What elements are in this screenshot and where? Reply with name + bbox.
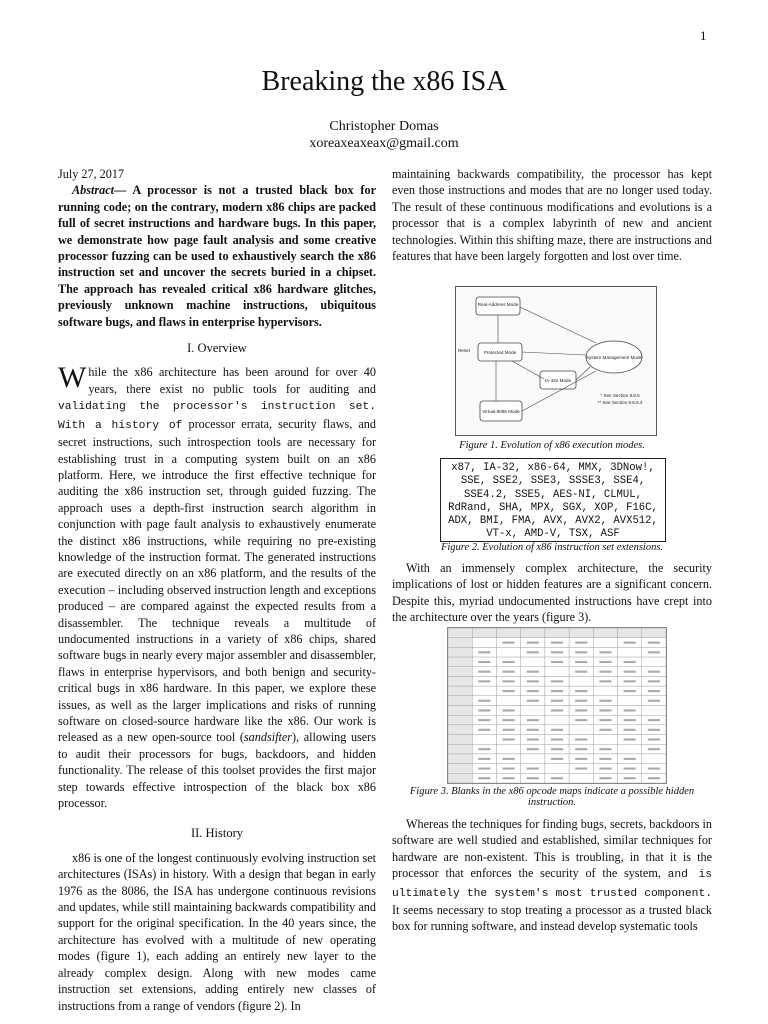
right-text-2: With an immensely complex architecture, the security implications of lost or hidden features are a significant concern. Despite this, myriad undocumented instructions have crept into the architecture over the years (figure 3). — [392, 561, 712, 625]
opcode-cell-mark — [503, 777, 515, 779]
opcode-cell-mark — [624, 642, 636, 644]
opcode-cell-mark — [551, 651, 563, 653]
opcode-cell-mark — [648, 729, 660, 731]
opcode-cell — [545, 715, 569, 725]
opcode-cell-mark — [599, 758, 611, 760]
opcode-cell — [569, 628, 593, 638]
opcode-cell — [642, 706, 666, 716]
opcode-cell-mark — [551, 748, 563, 750]
opcode-cell-mark — [527, 700, 539, 702]
opcode-cell — [618, 647, 642, 657]
opcode-cell-mark — [648, 738, 660, 740]
mode-diagram — [456, 287, 656, 435]
opcode-cell — [569, 773, 593, 783]
opcode-cell-mark — [478, 700, 490, 702]
opcode-cell-mark — [575, 671, 587, 673]
opcode-cell-mark — [575, 738, 587, 740]
opcode-cell — [448, 725, 472, 735]
opcode-cell — [496, 744, 520, 754]
opcode-cell — [448, 628, 472, 638]
abstract-text: — A processor is not a trusted black box for running code; on the contrary, modern x86 chips are packed full of secret instructions and hardware bugs. In this paper, we demonstrate how page fault analysis and some creative processor fuzzing can be used to exhaustively search the x86 instruction set and uncover the secrets buried in a chipset. The approach has revealed critical x86 hardware glitches, previously unknown machine instructions, ubiquitous software bugs, and flaws in enterprise hypervisors. — [58, 183, 376, 329]
abstract — [58, 182, 376, 330]
opcode-cell-mark — [478, 680, 490, 682]
section-heading-overview: I. Overview — [187, 341, 247, 356]
opcode-cell-mark — [527, 768, 539, 770]
figure-1-caption: Figure 1. Evolution of x86 execution modes. — [459, 440, 645, 451]
opcode-cell — [521, 628, 545, 638]
opcode-cell — [593, 686, 617, 696]
opcode-cell-mark — [575, 642, 587, 644]
opcode-cell-mark — [551, 709, 563, 711]
extensions-line: ADX, BMI, FMA, AVX, AVX2, AVX512, — [448, 515, 658, 528]
opcode-cell-mark — [648, 651, 660, 653]
right-text-3b: It seems necessary to stop treating a processor as a trusted black box for running software, and instead develop systematic tools — [392, 903, 712, 934]
opcode-cell-mark — [624, 777, 636, 779]
opcode-cell-mark — [478, 719, 490, 721]
opcode-cell — [448, 773, 472, 783]
opcode-cell-mark — [648, 680, 660, 682]
right-paragraph-3 — [392, 816, 712, 935]
opcode-cell-mark — [503, 729, 515, 731]
opcode-cell-mark — [551, 758, 563, 760]
figure-1-diagram — [455, 286, 657, 436]
opcode-cell-mark — [527, 690, 539, 692]
opcode-cell-mark — [503, 719, 515, 721]
opcode-cell-mark — [478, 748, 490, 750]
opcode-cell-mark — [648, 748, 660, 750]
opcode-cell-mark — [551, 690, 563, 692]
opcode-cell — [545, 667, 569, 677]
opcode-cell-mark — [599, 709, 611, 711]
note-2: ** See Section 9.8.5.4 — [597, 400, 643, 405]
abstract-label: Abstract — [72, 183, 114, 198]
opcode-cell-mark — [648, 700, 660, 702]
opcode-cell-mark — [527, 651, 539, 653]
right-paragraph-1 — [392, 166, 712, 264]
opcode-cell — [448, 667, 472, 677]
overview-text-mono: validating the processor's instruction set. With a history of — [58, 401, 376, 432]
opcode-cell — [496, 647, 520, 657]
opcode-cell-mark — [551, 680, 563, 682]
opcode-cell — [521, 657, 545, 667]
opcode-cell-mark — [648, 642, 660, 644]
opcode-cell-mark — [551, 642, 563, 644]
extensions-line: SSE4.2, SSE5, AES-NI, CLMUL, — [463, 488, 642, 501]
opcode-cell — [618, 744, 642, 754]
opcode-cell — [496, 628, 520, 638]
overview-text-b: processor errata, security flaws, and secret instructions, such introspection tools are necessary for establishing trust in a computing system built on an x86 platform. Here, we introduce the first effective technique for auditing the x86 instruction set, through guided fuzzing. The approach uses a depth-first instruction search algorithm in conjunction with page fault analysis to exhaustively enumerate the distinct x86 instructions, while requiring no pre-existing knowledge of the instruction format. The generated instructions are executed directly on an x86 platform, and the results of the execution – including observed instruction length and exceptions produced – are compared against the expected results from a disassembler. The technique reveals a multitude of undocumented instructions in a variety of x86 chips, shared software bugs in nearly every major assembler and disassembler, flaws in enterprise hypervisors, and both benign and security-critical bugs in x86 hardware. In this paper, we explore these issues, as well as the larger implications and risks of running software on closed-source hardware like the x86. Our work is released as a new open-source tool ( — [58, 416, 376, 745]
note-1: * See Section 9.8.5 — [600, 393, 640, 398]
figure-2-caption: Figure 2. Evolution of x86 instruction set extensions. — [440, 542, 664, 553]
opcode-cell — [618, 696, 642, 706]
opcode-cell-mark — [478, 661, 490, 663]
opcode-cell-mark — [624, 671, 636, 673]
opcode-cell-mark — [624, 729, 636, 731]
opcode-cell-mark — [624, 709, 636, 711]
opcode-cell-mark — [478, 768, 490, 770]
figure-3-opcode-map — [447, 627, 667, 784]
opcode-cell-mark — [527, 719, 539, 721]
opcode-cell-mark — [575, 768, 587, 770]
opcode-cell-mark — [551, 738, 563, 740]
left-column — [58, 166, 376, 1014]
arrow-protected-ia32e — [512, 361, 544, 379]
opcode-cell — [642, 628, 666, 638]
opcode-cell-mark — [648, 671, 660, 673]
opcode-cell-mark — [624, 719, 636, 721]
opcode-cell — [448, 676, 472, 686]
opcode-cell — [448, 754, 472, 764]
opcode-cell-mark — [478, 758, 490, 760]
opcode-cell-mark — [599, 700, 611, 702]
opcode-map-grid — [448, 628, 666, 783]
extensions-line: VT-x, AMD-V, TSX, ASF — [486, 528, 620, 541]
opcode-cell-mark — [551, 661, 563, 663]
opcode-cell — [448, 715, 472, 725]
opcode-cell — [448, 686, 472, 696]
opcode-cell — [448, 647, 472, 657]
opcode-cell-mark — [575, 719, 587, 721]
opcode-cell-mark — [478, 729, 490, 731]
opcode-cell-mark — [624, 680, 636, 682]
opcode-cell-mark — [575, 748, 587, 750]
opcode-cell-mark — [478, 651, 490, 653]
paper-title: Breaking the x86 ISA — [261, 66, 507, 97]
opcode-cell-mark — [575, 709, 587, 711]
opcode-cell-mark — [503, 709, 515, 711]
overview-text-c: ), allowing users to audit their processors for bugs, backdoors, and hidden functionality. The release of this toolset provides the first major step towards effective introspection of the black box x86 processor. — [58, 730, 376, 811]
opcode-cell-mark — [575, 690, 587, 692]
opcode-cell-mark — [503, 758, 515, 760]
opcode-cell-mark — [503, 768, 515, 770]
real-mode-label: Real-Address Mode — [477, 302, 519, 307]
arrow-protected-smm — [522, 352, 586, 355]
opcode-cell-mark — [648, 719, 660, 721]
opcode-cell-mark — [599, 748, 611, 750]
opcode-cell — [496, 696, 520, 706]
extensions-line: RdRand, SHA, MPX, SGX, XOP, F16C, — [448, 501, 658, 514]
opcode-cell-mark — [527, 738, 539, 740]
opcode-cell — [642, 657, 666, 667]
opcode-cell-mark — [478, 777, 490, 779]
opcode-cell — [472, 628, 496, 638]
opcode-cell-mark — [527, 671, 539, 673]
opcode-cell — [448, 657, 472, 667]
opcode-cell — [521, 754, 545, 764]
right-text-3a: Whereas the techniques for finding bugs, secrets, backdoors in software are well studied and established, similar techniques for hardware are non-existent. This is troubling, in that it is the processor that enforces the security of the system, — [392, 817, 712, 881]
opcode-cell-mark — [599, 729, 611, 731]
opcode-cell — [448, 764, 472, 774]
opcode-cell-mark — [624, 738, 636, 740]
opcode-cell-mark — [551, 700, 563, 702]
date: July 27, 2017 — [58, 167, 125, 181]
opcode-cell-mark — [624, 690, 636, 692]
overview-paragraph — [58, 361, 376, 811]
history-paragraph: x86 is one of the longest continuously evolving instruction set architectures (ISAs) in history. With a design that began in early 1976 as the 8086, the ISA has undergone continuous revisions and updates, while still maintaining backwards compatibility and support for the original specification. In the 40 years since, the architecture has evolved with a multitude of new operating modes (figure 1), each adding an entirely new layer to the already complex design. Along with new modes came instruction set extensions, adding entirely new classes of instructions from a range of vendors (figure 2). In — [58, 850, 376, 1013]
opcode-cell — [448, 706, 472, 716]
opcode-cell-mark — [527, 729, 539, 731]
opcode-cell-mark — [599, 768, 611, 770]
opcode-cell-mark — [503, 738, 515, 740]
opcode-cell — [448, 638, 472, 648]
dropcap: W — [58, 361, 87, 395]
opcode-cell-mark — [551, 777, 563, 779]
figure-2-box — [440, 458, 666, 542]
v86-mode-label: Virtual-8086 Mode — [482, 409, 520, 414]
page-number: 1 — [700, 28, 707, 43]
opcode-cell-mark — [527, 777, 539, 779]
smm-label: System Management Mode — [585, 355, 643, 360]
opcode-cell — [593, 628, 617, 638]
opcode-cell-mark — [599, 661, 611, 663]
right-text-1: maintaining backwards compatibility, the processor has kept even those instructions and modes that are no longer used today. The result of these continuous modifications and evolutions is a processor that is a complex labyrinth of new and ancient technologies. Within this shifting maze, there are instructions and features that have been largely forgotten and lost over time. — [392, 167, 712, 264]
opcode-cell-mark — [624, 768, 636, 770]
opcode-cell-mark — [648, 690, 660, 692]
arrow-real-smm — [520, 307, 596, 343]
right-text-3 — [392, 816, 712, 935]
opcode-cell-mark — [478, 709, 490, 711]
opcode-cell-mark — [599, 719, 611, 721]
opcode-cell-mark — [599, 671, 611, 673]
opcode-cell-mark — [527, 748, 539, 750]
opcode-cell-mark — [624, 758, 636, 760]
opcode-cell-mark — [478, 671, 490, 673]
opcode-cell — [448, 696, 472, 706]
right-paragraph-2 — [392, 560, 712, 626]
opcode-cell-mark — [575, 661, 587, 663]
opcode-cell-mark — [503, 680, 515, 682]
reset-label: Reset — [457, 348, 471, 353]
opcode-cell — [472, 638, 496, 648]
extensions-line: x87, IA-32, x86-64, MMX, 3DNow!, — [451, 462, 655, 474]
opcode-cell — [593, 638, 617, 648]
opcode-cell-mark — [648, 768, 660, 770]
opcode-cell-mark — [575, 651, 587, 653]
opcode-cell — [569, 725, 593, 735]
opcode-cell-mark — [503, 642, 515, 644]
right-text-3-mono: and is ultimately the system's most trusted component. — [392, 869, 712, 900]
opcode-cell-mark — [551, 729, 563, 731]
opcode-cell-mark — [503, 661, 515, 663]
opcode-cell — [545, 764, 569, 774]
author-name: Christopher Domas — [329, 119, 439, 134]
tool-name: sandsifter — [243, 730, 292, 745]
opcode-cell — [448, 744, 472, 754]
opcode-cell-mark — [624, 661, 636, 663]
author-email: xoreaxeaxeax@gmail.com — [309, 136, 459, 151]
author-block — [0, 118, 768, 152]
extensions-line: SSE, SSE2, SSE3, SSSE3, SSE4, — [460, 475, 646, 488]
opcode-cell-mark — [503, 690, 515, 692]
opcode-cell — [472, 686, 496, 696]
opcode-cell — [593, 735, 617, 745]
opcode-cell-mark — [599, 777, 611, 779]
opcode-cell — [545, 628, 569, 638]
opcode-cell — [472, 735, 496, 745]
opcode-cell-mark — [575, 700, 587, 702]
ia32e-mode-label: IA-32e Mode — [544, 378, 572, 383]
opcode-cell-mark — [527, 680, 539, 682]
figure-3-caption: Figure 3. Blanks in the x86 opcode maps indicate a possible hidden instruction. — [409, 786, 695, 808]
opcode-cell — [618, 628, 642, 638]
opcode-cell — [448, 735, 472, 745]
opcode-cell — [642, 754, 666, 764]
opcode-cell-mark — [648, 777, 660, 779]
opcode-cell — [521, 706, 545, 716]
opcode-cell — [569, 676, 593, 686]
opcode-cell-mark — [599, 651, 611, 653]
opcode-cell-mark — [599, 680, 611, 682]
opcode-cell-mark — [503, 671, 515, 673]
protected-mode-label: Protected Mode — [483, 350, 517, 355]
opcode-cell-mark — [527, 642, 539, 644]
overview-text-a: hile the x86 architecture has been around for over 40 years, there exist no public tools for auditing and — [88, 365, 376, 396]
opcode-cell-mark — [575, 758, 587, 760]
section-heading-history: II. History — [190, 826, 244, 841]
